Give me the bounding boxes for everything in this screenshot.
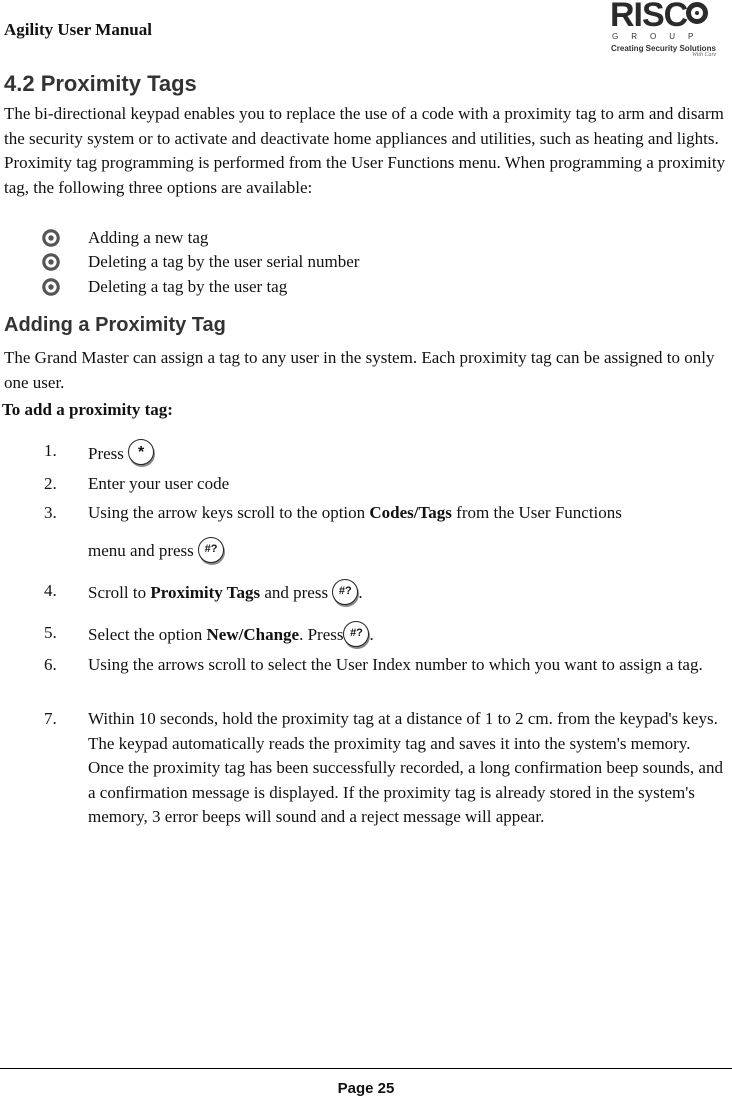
option-item: [42, 226, 208, 250]
menu-option-name: Proximity Tags: [150, 583, 261, 602]
step-text: [88, 439, 724, 467]
subsection-title: Adding a Proximity Tag: [4, 314, 226, 336]
risco-bullet-icon: [42, 278, 60, 296]
subsection-intro: The Grand Master can assign a tag to any user in the system. Each proximity tag can be assigned to only one user.: [4, 348, 715, 392]
menu-option-name: New/Change: [206, 625, 300, 644]
step-text: [88, 501, 724, 526]
step-text-part: and press: [264, 583, 329, 602]
risco-logo: [608, 0, 732, 62]
step-number: 5.: [44, 623, 57, 642]
step-text: [88, 621, 724, 648]
step-text: Using the arrows scroll to select the User Index number to which you want to assign a tag.: [88, 655, 703, 674]
page-number: Page 25: [337, 1080, 395, 1097]
step-text: Within 10 seconds, hold the proximity tag at a distance of 1 to 2 cm. from the keypad's keys. The keypad automatically reads the proximity tag and saves it into the system's memory. Once the proximity tag has been successfully recorded, a long confirmation beep sounds, and a confirmation message is displayed. If the proximity tag is already stored in the system's memory, 3 error beeps will sound and a reject message will appear.: [88, 709, 723, 826]
step-text-part: .: [358, 583, 363, 602]
hash-question-key-icon: #?: [198, 537, 224, 563]
step-text: [88, 579, 724, 606]
step-number: 4.: [44, 581, 57, 600]
step-text-part: .: [369, 625, 374, 644]
risco-bullet-icon: [42, 253, 60, 271]
step-number: 7.: [44, 709, 57, 728]
step-text-part: Select the option: [88, 625, 203, 644]
step-text-part: menu and press: [88, 541, 194, 560]
footer-divider: [0, 1068, 732, 1069]
option-item: [42, 250, 359, 274]
logo-ring-icon: [686, 2, 708, 24]
option-label: Deleting a tag by the user tag: [88, 277, 288, 296]
option-item: [42, 275, 287, 299]
step-text-part: . Press: [299, 625, 344, 644]
logo-tagline: Creating Security Solutions: [611, 44, 716, 53]
option-label: Adding a new tag: [88, 228, 209, 247]
logo-group: GROUP: [612, 32, 707, 41]
risco-bullet-icon: [42, 229, 60, 247]
option-label: Deleting a tag by the user serial number: [88, 252, 360, 271]
step-text: Enter your user code: [88, 474, 230, 493]
section-title: 4.2 Proximity Tags: [4, 71, 197, 96]
step-text-part: Using the arrow keys scroll to the option: [88, 503, 366, 522]
step-text: [88, 537, 724, 564]
step-text-part: Press: [88, 444, 124, 463]
logo-wordmark: RISC: [610, 0, 688, 34]
step-number: 3.: [44, 503, 57, 522]
section-intro: The bi-directional keypad enables you to replace the use of a code with a proximity tag to arm and disarm the security system or to activate and deactivate home appliances and utilities, such as heating and lights. Proximity tag programming is performed from the User Functions menu. When programming a proximity tag, the following three options are available:: [4, 104, 726, 197]
step-number: 1.: [44, 441, 57, 460]
hash-question-key-icon: #?: [343, 621, 369, 647]
star-key-icon: *: [128, 439, 154, 465]
step-number: 6.: [44, 655, 57, 674]
procedure-heading: To add a proximity tag:: [2, 400, 173, 419]
step-number: 2.: [44, 474, 57, 493]
step-text-part: Scroll to: [88, 583, 147, 602]
menu-option-name: Codes/Tags: [369, 503, 452, 522]
page-header-title: Agility User Manual: [4, 20, 152, 39]
logo-signature: With Care: [692, 52, 717, 58]
hash-question-key-icon: #?: [332, 579, 358, 605]
step-text-part: from the User Functions: [456, 503, 622, 522]
